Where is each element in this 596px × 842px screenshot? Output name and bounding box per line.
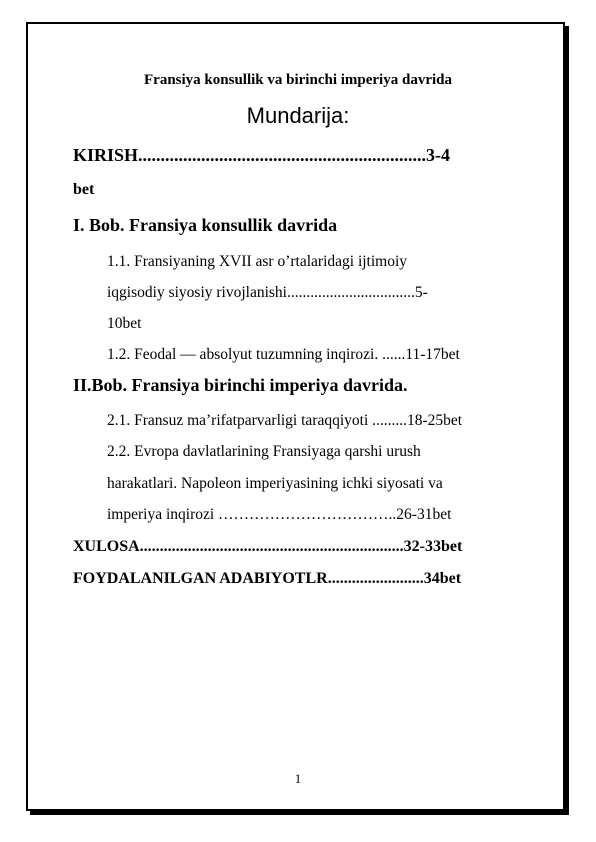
toc-section-2-1: 2.1. Fransuz ma’rifatparvarligi taraqqiyoti .........18-25bet <box>107 412 463 429</box>
toc-kirish-line1: KIRISH................................................................3-4 <box>73 145 451 165</box>
toc-section-2-2-line1: 2.2. Evropa davlatlarining Fransiyaga qarshi urush <box>107 443 421 460</box>
toc-chapter-1-heading: I. Bob. Fransiya konsullik davrida <box>73 215 338 235</box>
page-number: 1 <box>294 771 302 786</box>
toc-section-1-1-line3: 10bet <box>107 315 142 332</box>
toc-section-2-2-line2: harakatlari. Napoleon imperiyasining ichki siyosati va <box>107 475 443 492</box>
toc-section-2-2-line3: imperiya inqirozi ……………………………..26-31bet <box>107 506 452 523</box>
toc-section-1-1-line2: iqgisodiy siyosiy rivojlanishi.................................5- <box>107 284 428 301</box>
toc-section-1-2: 1.2. Feodal — absolyut tuzumning inqirozi. ......11-17bet <box>107 346 460 363</box>
toc-foydalanilgan-adabiyotlar: FOYDALANILGAN ADABIYOTLR........................34bet <box>73 570 462 587</box>
toc-chapter-2-heading: II.Bob. Fransiya birinchi imperiya davrida. <box>73 375 408 395</box>
toc-xulosa: XULOSA..................................................................32-33bet <box>73 538 463 555</box>
contents-heading: Mundarija: <box>246 103 350 128</box>
document-title: Fransiya konsullik va birinchi imperiya davrida <box>144 72 452 88</box>
toc-kirish-line2: bet <box>73 181 95 198</box>
toc-section-1-1-line1: 1.1. Fransiyaning XVII asr o’rtalaridagi ijtimoiy <box>107 253 408 270</box>
